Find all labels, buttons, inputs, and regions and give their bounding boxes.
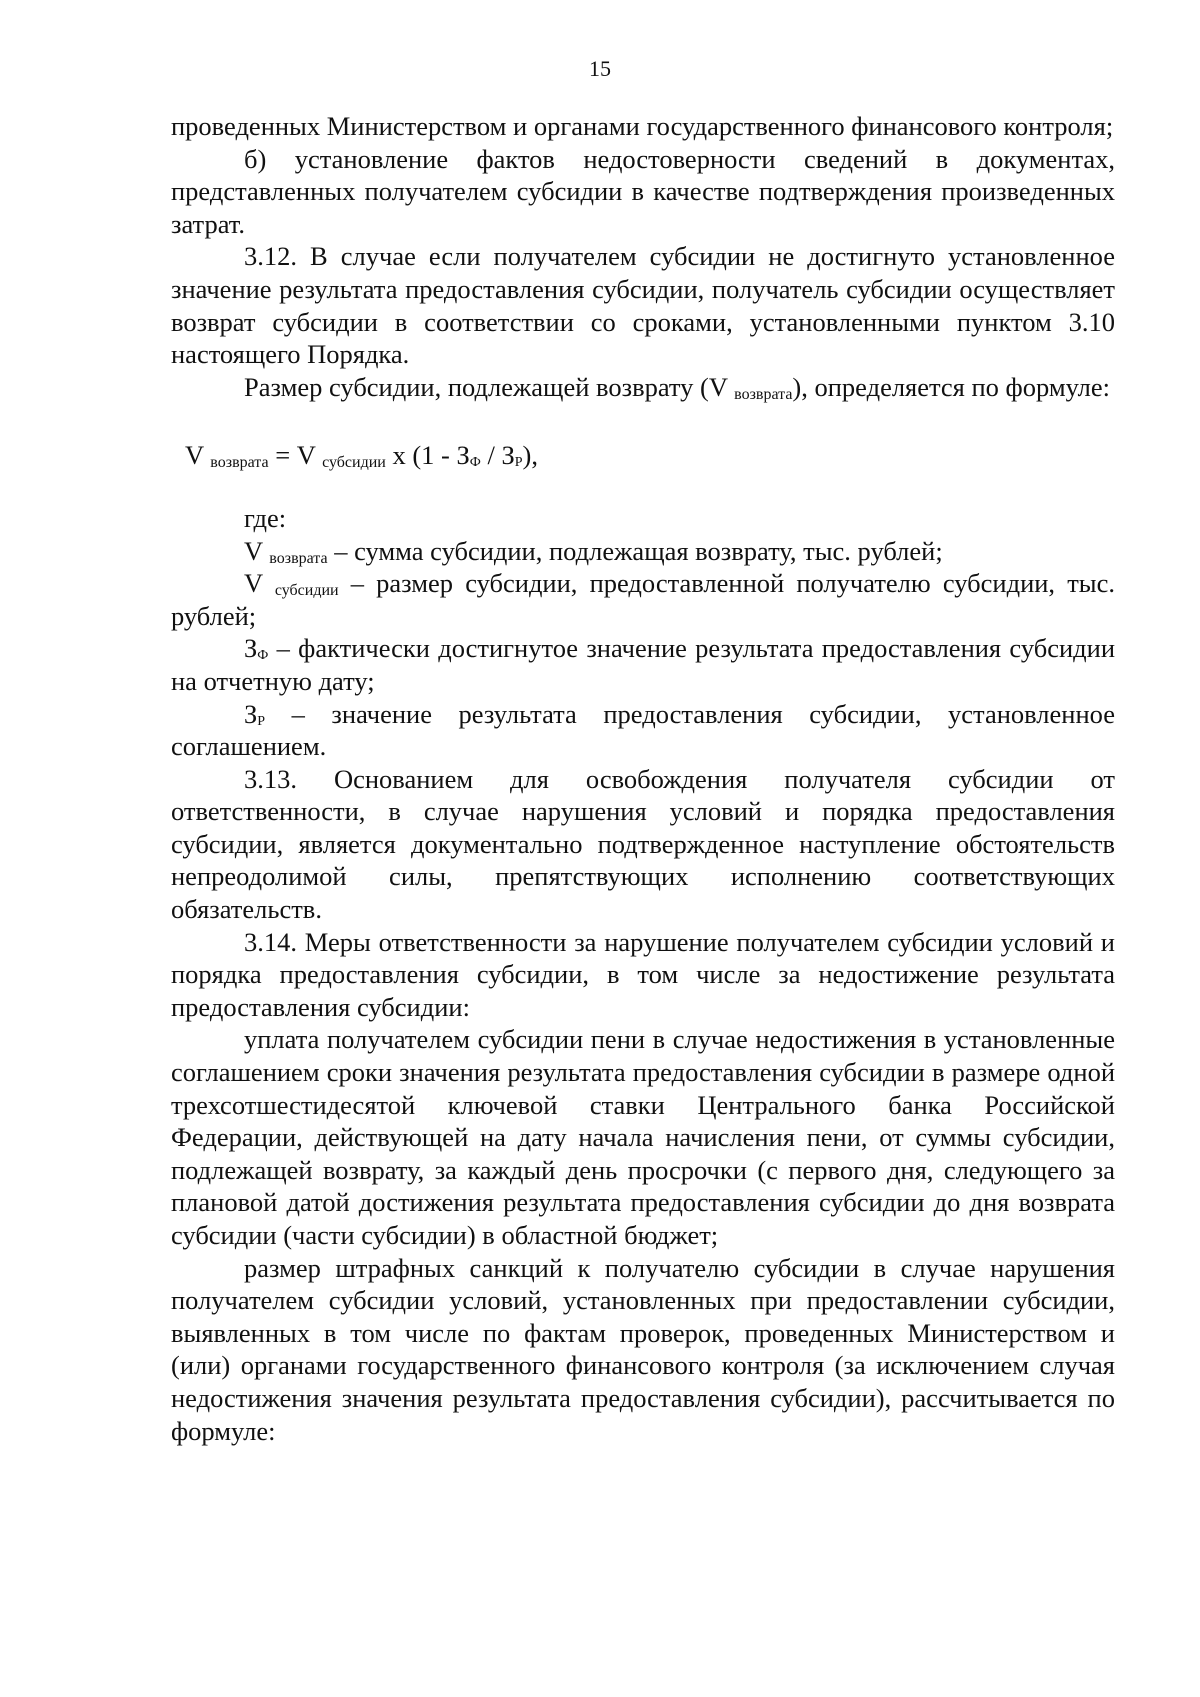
- document-body: [171, 110, 1115, 1447]
- formula-end: ),: [522, 440, 538, 471]
- subscript-return: возврата: [210, 454, 269, 472]
- formula-v: V: [185, 440, 211, 471]
- def-text: – размер субсидии, предоставленной получателю субсидии, тыс. рублей;: [171, 568, 1115, 631]
- paragraph-item-b: б) установление фактов недостоверности сведений в документах, представленных получателем субсидии в качестве подтверждения произведенных затрат.: [171, 143, 1115, 239]
- paragraph-fines: размер штрафных санкций к получателю субсидии в случае нарушения получателем субсидии условий, установленных при предоставлении субсидии, выявленных в том числе по фактам проверок, проведенных Министерством и (или) органами государственного финансового контроля (за исключением случая недостижения значения результата предоставления субсидии), рассчитывается по формуле:: [171, 1252, 1115, 1446]
- paragraph-3-13: 3.13. Основанием для освобождения получателя субсидии от ответственности, в случае нарушения условий и порядка предоставления субсидии, является документально подтвержденное наступление обстоятельств непреодолимой силы, препятствующих исполнению соответствующих обязательств.: [171, 763, 1115, 925]
- paragraph-3-14: 3.14. Меры ответственности за нарушение получателем субсидии условий и порядка предоставления субсидии, в том числе за недостижение результата предоставления субсидии:: [171, 926, 1115, 1022]
- paragraph-3-12: 3.12. В случае если получателем субсидии не достигнуто установленное значение результата предоставления субсидии, получатель субсидии осуществляет возврат субсидии в соответствии со сроками, установленными пунктом 3.10 настоящего Порядка.: [171, 241, 1115, 370]
- definition-v-return: [171, 535, 1115, 568]
- where-label: где:: [244, 502, 287, 533]
- paragraph-continuation: проведенных Министерством и органами государственного финансового контроля;: [171, 111, 1114, 141]
- formula-eq: = V: [268, 440, 323, 471]
- def-symbol: V: [244, 568, 275, 599]
- def-subscript: Р: [257, 713, 266, 729]
- text-run: Размер субсидии, подлежащей возврату (V: [244, 371, 735, 402]
- def-subscript: возврата: [269, 549, 328, 567]
- def-text: – значение результата предоставления субсидии, установленное соглашением.: [171, 698, 1115, 762]
- text-run: ), определяется по формуле:: [792, 371, 1111, 402]
- def-symbol: З: [244, 698, 258, 729]
- paragraph-penalty: уплата получателем субсидии пени в случае недостижения в установленные соглашением сроки значения результата предоставления субсидии в размере одной трехсотшестидесятой ключевой ставки Центрального банка Российской Федерации, действующей на дату начала начисления пени, от суммы субсидии, подлежащей возврату, за каждый день просрочки (с первого дня, следующего за плановой датой достижения результата предоставления субсидии до дня возврата субсидии (части субсидии) в областной бюджет;: [171, 1024, 1115, 1250]
- page-number: 15: [589, 56, 611, 81]
- def-symbol: V: [244, 535, 270, 566]
- def-text: – фактически достигнутое значение результата предоставления субсидии на отчетную дату;: [171, 633, 1115, 696]
- subscript-subsidy: субсидии: [322, 454, 386, 472]
- paragraph-return-size: [171, 371, 1115, 404]
- subscript-f: Ф: [469, 455, 481, 471]
- def-text: – сумма субсидии, подлежащая возврату, тыс. рублей;: [327, 535, 943, 566]
- subscript-return: возврата: [734, 385, 793, 403]
- def-subscript: субсидии: [274, 582, 339, 600]
- return-formula: [171, 439, 1115, 472]
- def-symbol: З: [244, 633, 258, 664]
- formula-slash: / З: [480, 440, 515, 471]
- definition-v-subsidy: [171, 567, 1115, 632]
- subscript-p: Р: [514, 455, 523, 471]
- formula-mid: x (1 - З: [385, 440, 470, 471]
- def-subscript: Ф: [257, 648, 269, 664]
- definition-z-p: [171, 698, 1115, 763]
- definition-z-f: [171, 632, 1115, 697]
